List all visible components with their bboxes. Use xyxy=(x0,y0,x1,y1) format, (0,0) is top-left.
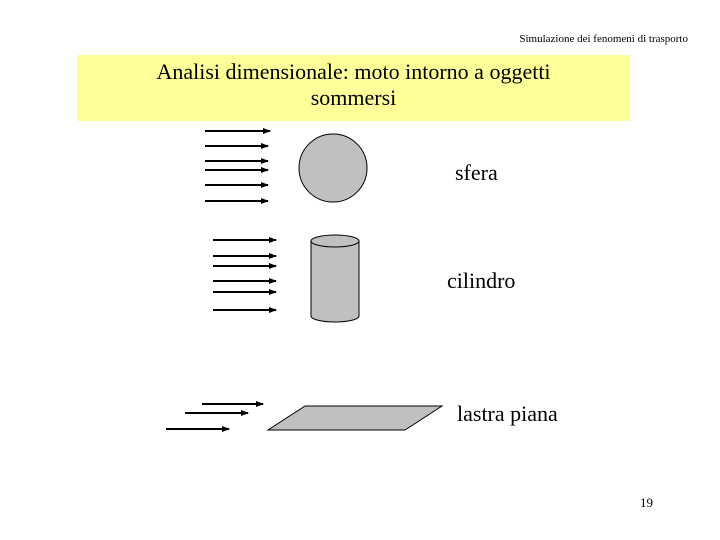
cylinder-shape xyxy=(311,235,359,322)
slide-title-line2: sommersi xyxy=(310,85,397,110)
page-number: 19 xyxy=(640,495,653,510)
cylinder-flow-arrows xyxy=(213,240,276,310)
header-text: Simulazione dei fenomeni di trasporto xyxy=(519,33,688,45)
sphere-flow-arrows xyxy=(205,131,270,201)
cylinder-label: cilindro xyxy=(447,268,516,293)
slide-title-line1: Analisi dimensionale: moto intorno a oggetti xyxy=(156,59,551,84)
flat-plate-label: lastra piana xyxy=(457,401,558,426)
flat-plate-shape xyxy=(268,406,442,430)
plate-flow-arrows xyxy=(166,404,263,429)
sphere-shape xyxy=(299,134,367,202)
sphere-label: sfera xyxy=(455,160,498,185)
